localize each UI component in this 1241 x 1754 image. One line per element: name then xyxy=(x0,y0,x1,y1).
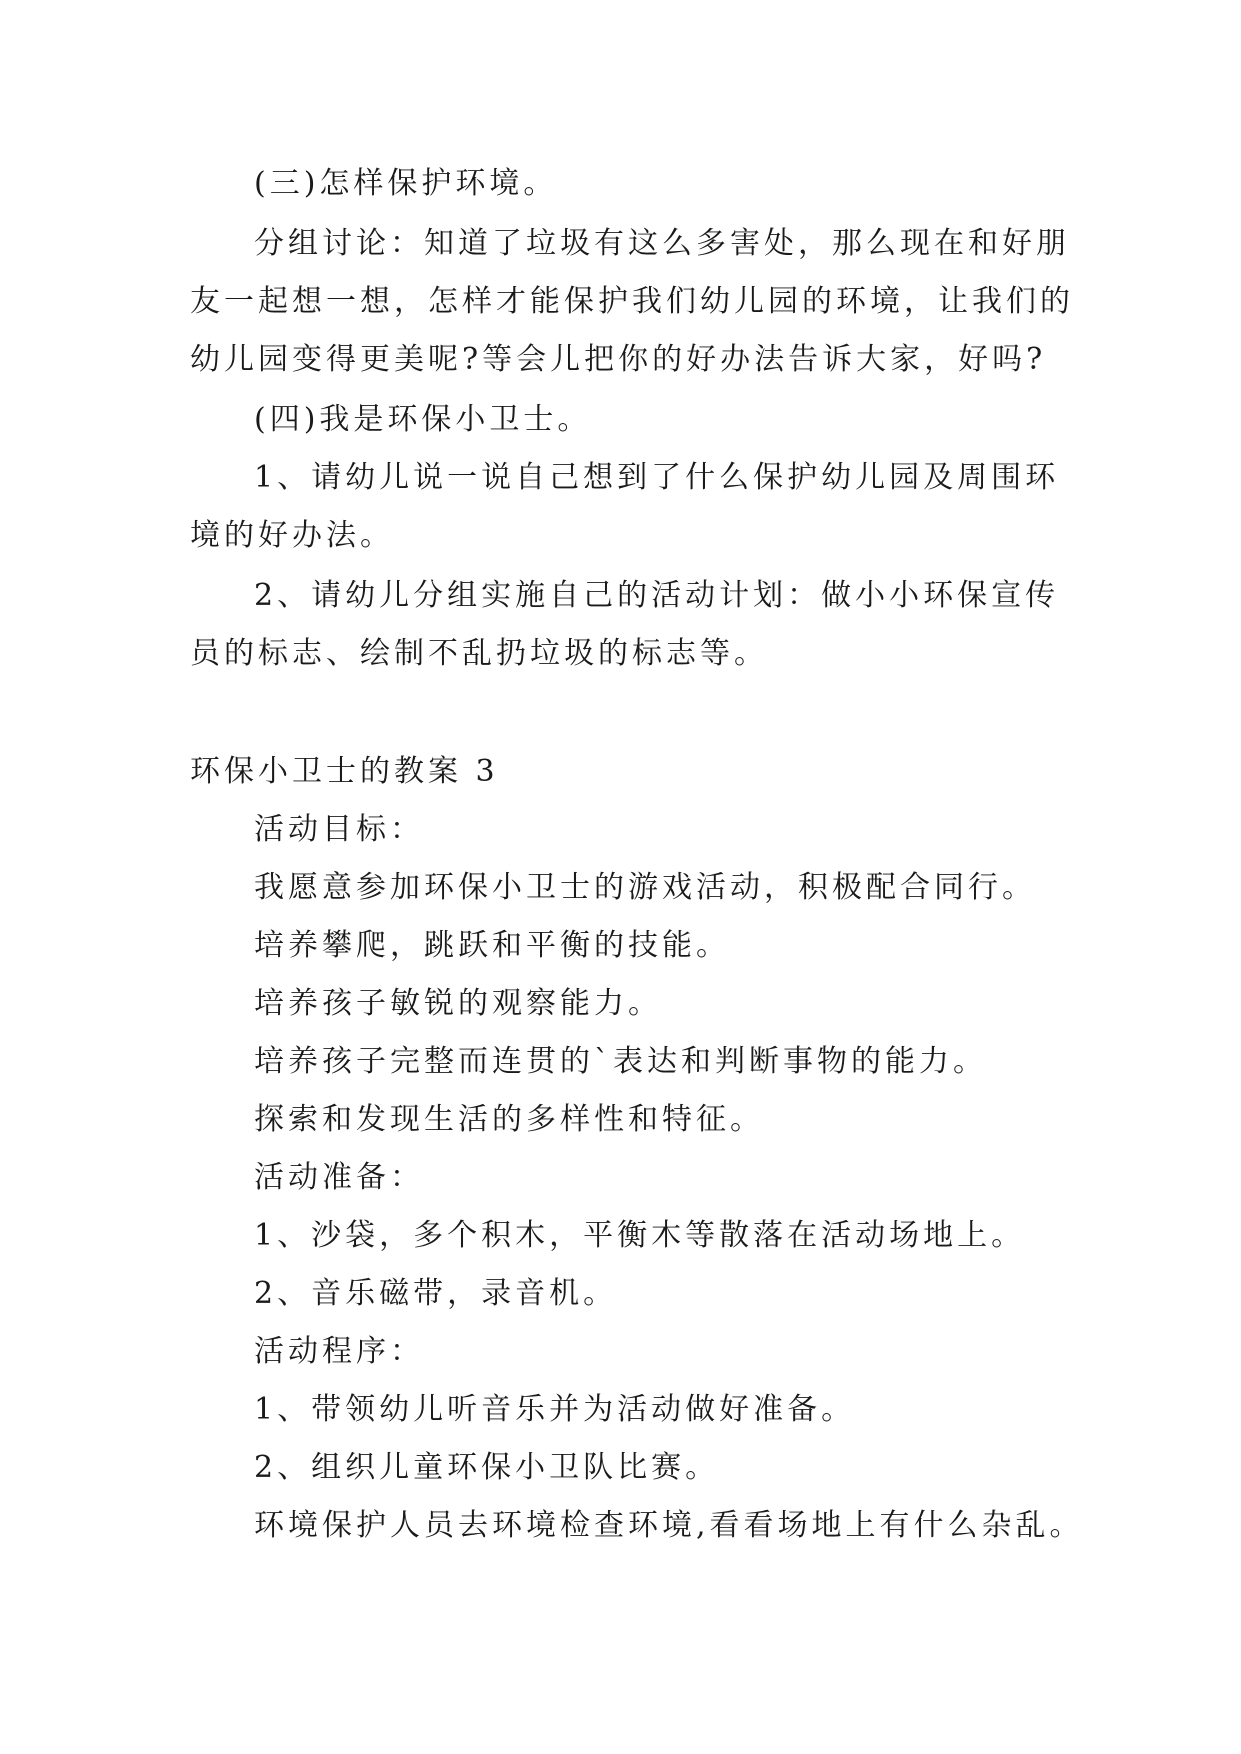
procedure-heading: 活动程序： xyxy=(254,1334,424,1369)
section-title: 环保小卫士的教案 3 xyxy=(190,754,499,789)
goal-item: 培养孩子敏锐的观察能力。 xyxy=(254,986,662,1021)
list-item-line: 员的标志、绘制不乱扔垃圾的标志等。 xyxy=(190,636,768,671)
paragraph-line: 友一起想一想，怎样才能保护我们幼儿园的环境，让我们的 xyxy=(190,284,1074,319)
preparation-item: 2、音乐磁带，录音机。 xyxy=(254,1276,618,1311)
list-item-line: 2、请幼儿分组实施自己的活动计划：做小小环保宣传 xyxy=(254,578,1060,613)
goal-item: 我愿意参加环保小卫士的游戏活动，积极配合同行。 xyxy=(254,870,1036,905)
preparation-heading: 活动准备： xyxy=(254,1160,424,1195)
subheading-environmental-guard: (四)我是环保小卫士。 xyxy=(254,402,592,437)
subheading-protect-environment: (三)怎样保护环境。 xyxy=(254,166,558,201)
goals-heading: 活动目标： xyxy=(254,812,424,847)
list-item-line: 1、请幼儿说一说自己想到了什么保护幼儿园及周围环 xyxy=(254,460,1060,495)
list-item-line: 境的好办法。 xyxy=(190,518,394,553)
preparation-item: 1、沙袋，多个积木，平衡木等散落在活动场地上。 xyxy=(254,1218,1026,1253)
goal-item: 培养攀爬，跳跃和平衡的技能。 xyxy=(254,928,730,963)
goal-item: 探索和发现生活的多样性和特征。 xyxy=(254,1102,764,1137)
paragraph-line: 分组讨论：知道了垃圾有这么多害处，那么现在和好朋 xyxy=(254,226,1070,261)
procedure-item: 1、带领幼儿听音乐并为活动做好准备。 xyxy=(254,1392,856,1427)
procedure-item: 2、组织儿童环保小卫队比赛。 xyxy=(254,1450,720,1485)
paragraph-line: 幼儿园变得更美呢?等会儿把你的好办法告诉大家，好吗? xyxy=(190,342,1047,377)
goal-item: 培养孩子完整而连贯的`表达和判断事物的能力。 xyxy=(254,1044,987,1079)
procedure-item: 环境保护人员去环境检查环境,看看场地上有什么杂乱。 xyxy=(254,1508,1084,1543)
